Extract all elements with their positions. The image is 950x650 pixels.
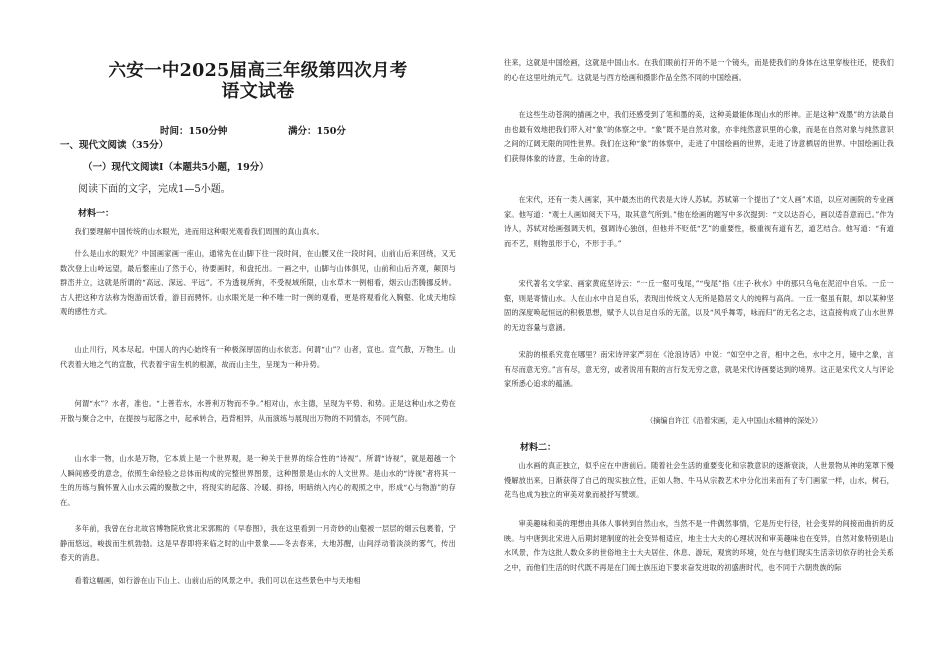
- exam-time: 时间：150分钟: [160, 126, 228, 137]
- source-citation: （摘编自许江《沿着宋画，走入中国山水精神的深处》）: [646, 416, 823, 425]
- article-paragraph: 在宋代，还有一类人画家，其中最杰出的代表是大诗人苏轼。苏轼第一个提出了“文人画”术语，以应对画院的专业画家。他写道：“观士人画如阅天下马，取其意气所到。”他在绘画的题写中多次提到：“文以达吾心，画以适吾意而已。”作为诗人，苏轼对绘画强调天机，强调诗心独创，但他并不贬低“艺”的重要性，极重视有道有艺，道艺结合。他写道：“有道而不艺，则物虽形于心，不形于手。”: [504, 195, 894, 248]
- material1-paragraph: 山水非一物，山水是万物，它本质上是一个世界观，是一种关于世界的综合性的“诗视”。所谓“诗视”，就是超越一个人瞬间感受的意念，依照生命经验之总体而构成的完整世界图景，这种图景是山水的人文世界。是山水的“诗视”者将其一生的历练与胸怀置入山水云霞的聚散之中，将现实的起落、冷暖、抑扬，明暗纳入内心的观照之中，形成“心与物游”的存在。: [60, 454, 456, 507]
- section-heading: 一、现代文阅读（35分）: [60, 140, 169, 151]
- material2-paragraph: 山水画的真正独立，似乎应在中唐前后。随着社会生活的重要变化和宗教意识的逐渐衰淡，人世景物从神的笼罩下慢慢解放出来，日渐获得了自己的现实独立性，正如人物、牛马从宗教艺术中分化出来而有了专门画家一样，山水，树石，花鸟也成为独立的审美对象而被抒写赞颂。: [504, 461, 894, 499]
- subject-title: 语文试卷: [221, 81, 295, 102]
- material1-paragraph: 山止川行，风本尽起。中国人的内心始终有一种极深厚固的山水依恋。何谓“山”？山者，宣也。宣气散，万物生。山代表着大地之气的宣散，代表着宇宙生机的根源，故而山主生，呈现为一种升势。: [60, 345, 456, 369]
- article-paragraph: 宋代著名文学家、画家黄庭坚诗云：“一丘一壑可曳尾，”“曳尾”指《庄子·秋水》中的那只乌龟在泥沼中自乐。一丘一壑，则是寄情山水。人在山水中自足自乐，表现出传统文人无所是隐居文人的纯粹与高尚。一丘一壑虽有限，却以某种坚固的深度唤起恒远的积极思想，赋予人以自足自乐的无蓝，以及“风乎舞雩，咏而归”的无名之志，这直接构成了山水世界的无边容量与意涵。: [504, 279, 894, 332]
- article-paragraph: 在这些生动苍润的描画之中，我们还感受到了笔和墨的美，这种美最能体现山水的形神。正是这种“戏墨”的方法最自由也最有效地把我们带入对“象”的体察之中。“象”既不是自然对象，亦非纯然意识里的心象，而是在自然对象与纯然意识之间的辽阔无限的同性世界。我们在这种“象”的体察中，走进了中国绘画的世界，走进了诗意栖居的世界。中国绘画让我们获得体象的诗意，生命的诗意。: [504, 110, 894, 163]
- exam-score: 满分：150分: [288, 126, 346, 137]
- material1-paragraph: 看着这幅画，如行游在山下山上、山前山后的风景之中。我们可以在这些景色中与天地相: [74, 576, 361, 585]
- material1-paragraph: 何谓“水”？水者，准也。“上善若水，水善利万物而不争。”相对山，水主德，呈现为平势、和势。正是这种山水之势在开散与聚合之中，在提按与起落之中，起承转合，趋背相异，从而演练与展现出万物的不同情态，不同气韵。: [60, 399, 456, 423]
- reading-instruction: 阅读下面的文字，完成1—5小题。: [78, 184, 231, 195]
- material1-paragraph: 我们要理解中国传统的山水眼光，进而用这种眼光观看我们周围的真山真水。: [74, 227, 324, 236]
- material2-paragraph: 审美趣味和美的理想由具体人事转到自然山水，当然不是一件偶然事情，它是历史行径，社会变异的间接而曲折的反映。与中唐到北宋进入后期封建制度的社会变异相适应，地主士大夫的心理状况和审美趣味也在变异，自然对象特别是山水风景，作为这批人数众多的世俗地主士大夫居住、休息、游玩，观赏的环境，处在与他们现实生活亲切依存的社会关系之中，而他们生活的时代既不再是在门阀士族压迫下要求奋发进取的初盛唐时代，也不同于六朝贵族的际: [504, 519, 894, 572]
- material2-label: 材料二：: [520, 443, 557, 453]
- material1-paragraph: 多年前，我曾在台北故宫博物院欣赏北宋郭熙的《早春图》，我在这里看到一月奇妙的山壑被一层层的烟云包裹着，宁静而悠远，峻拔而生机勃勃。这是早春即将来临之时的山中景象——冬去春来，大地苏醒，山间浮动着淡淡的雾气，传出春天的消息。: [60, 524, 456, 562]
- material1-label: 材料一：: [78, 209, 115, 219]
- exam-title: 六安一中2025届高三年级第四次月考: [108, 61, 408, 81]
- article-paragraph: 宋韵的根系究竟在哪里？南宋诗评家严羽在《沧浪诗话》中说：“如空中之音，相中之色，水中之月，镜中之象，言有尽而意无穷。”言有尽，意无穷，或者说用有限的言行发无穷之意，就是宋代诗画要达到的境界。这正是宋代文人与评论家所悉心追求的蕴涵。: [504, 350, 894, 388]
- material1-paragraph: 什么是山水的眼光？中国画家画一座山，通常先在山脚下往一段时间，在山腰又住一段时间，山前山后来回绕，又无数次登上山岭远望，最后整座山了然于心，待要画时，和盘托出。一画之中，山脚与山体俱见，山前和山后齐观，颠顶与群峦并立，这就是所谓的“高远、深远、平远”。不为透视所拘，不受视域所限，山水草木一例相看，烟云山峦腾挪反转。古人把这种方法称为饱游而饫看，游目而骋怀。山水眼光是一种不唯一时一例的观看，更是将观看化入胸壑、化成天地综观的感性方式。: [60, 249, 456, 316]
- subsection-heading: （一）现代文阅读Ⅰ（本题共5小题，19分）: [83, 162, 269, 173]
- article-paragraph: 往来，这就是中国绘画，这就是中国山水。在我们眼前打开的不是一个镜头，而是使我们的身体在这里穿梭往还，使我们的心在这里吐纳元气。这就是与西方绘画和摄影作品全然不同的中国绘画。: [504, 58, 894, 82]
